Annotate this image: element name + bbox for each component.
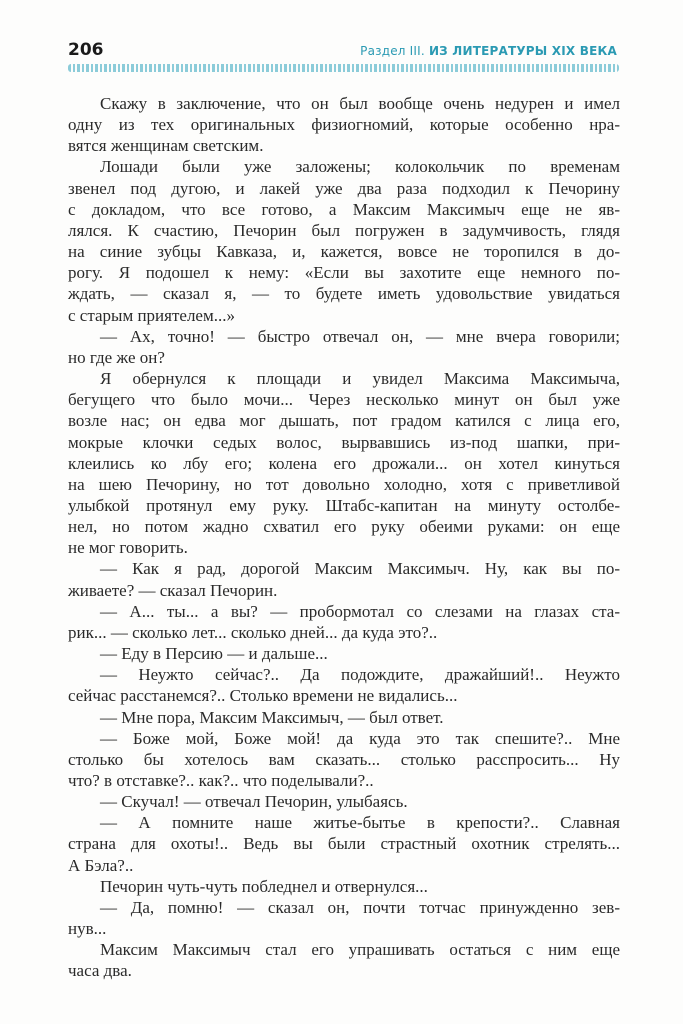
text-line: с старым приятелем...» [68,305,235,325]
text-line: часа два. [68,961,132,981]
text-line: рик... — сколько лет... сколько дней... да куда это?.. [68,622,438,642]
text-line: — Неужто сейчас?.. Да подождите, дражайший!.. Неужто [100,665,620,685]
text-line: с докладом, что все готово, а Максим Максимыч еще не яв- [68,199,620,219]
text-line: страна для охоты!.. Ведь вы были страстный охотник стрелять... [68,834,620,854]
text-line: возле нас; он едва мог дышать, пот градом катился с лица его, [68,411,620,431]
ornament-divider [68,64,619,72]
text-line: — Скучал! — отвечал Печорин, улыбаясь. [100,792,408,812]
text-line: нел, но потом жадно схватил его руку обеими руками: он еще [68,517,620,537]
page-number: 206 [68,40,104,60]
text-line: не мог говорить. [68,538,188,558]
text-line: — Мне пора, Максим Максимыч, — был ответ. [100,707,444,727]
text-line: — Да, помню! — сказал он, почти тотчас принужденно зев- [100,897,620,917]
text-line: улыбкой протянул ему руку. Штабс-капитан на минуту остолбе- [68,495,620,515]
text-line: Лошади были уже заложены; колокольчик по временам [100,157,620,177]
text-line: столько бы хотелось вам сказать... столько расспросить... Ну [68,749,620,769]
text-line: вятся женщинам светским. [68,136,264,156]
section-title: ИЗ ЛИТЕРАТУРЫ XIX ВЕКА [428,44,617,58]
section-header [360,44,617,58]
text-line: что? в отставке?.. как?.. что поделывали?.. [68,771,374,790]
text-line: Максим Максимыч стал его упрашивать остаться с ним еще [100,940,620,960]
text-line: нув... [68,919,107,939]
text-line: Скажу в заключение, что он был вообще очень недурен и имел [100,94,620,113]
body-text [68,93,620,982]
text-line: Печорин чуть-чуть побледнел и отвернулся... [100,876,428,896]
text-line: А Бэла?.. [68,855,134,875]
text-line: на шею Печорину, но тот довольно холодно, хотя с приветливой [68,474,620,494]
text-line: одну из тех оригинальных физиогномий, которые особенно нра- [68,115,620,135]
text-line: клеились ко лбу его; колена его дрожали... он хотел кинуться [68,453,620,473]
text-line: бегущего что было мочи... Через несколько минут он был уже [68,390,620,410]
text-line: рогу. Я подошел к нему: «Если вы захотите еще немного по- [68,263,620,283]
text-line: ждать, — сказал я, — то будете иметь удовольствие увидаться [68,284,620,304]
text-line: но где же он? [68,347,165,367]
text-line: — А помните наше житье-бытье в крепости?.. Славная [100,813,620,833]
text-line: мокрые клочки седых волос, вырвавшись из-под шапки, при- [68,432,620,452]
text-line: — Боже мой, Боже мой! да куда это так спешите?.. Мне [100,728,620,748]
text-line: Я обернулся к площади и увидел Максима Максимыча, [100,369,620,389]
text-line: — А... ты... а вы? — пробормотал со слезами на глазах ста- [100,601,620,621]
text-line: лялся. К счастию, Печорин был погружен в задумчивость, глядя [68,220,620,240]
text-line: звенел под дугою, и лакей уже два раза подходил к Печорину [68,178,620,198]
section-prefix: Раздел III. [360,44,425,58]
text-line: на синие зубцы Кавказа, и, кажется, вовсе не торопился в до- [68,242,620,262]
text-line: — Как я рад, дорогой Максим Максимыч. Ну, как вы по- [100,559,620,579]
text-line: сейчас расстанемся?.. Столько времени не видались... [68,686,458,706]
text-line: — Ах, точно! — быстро отвечал он, — мне вчера говорили; [100,326,620,346]
text-line: живаете? — сказал Печорин. [68,580,278,600]
text-line: — Еду в Персию — и дальше... [100,644,328,664]
